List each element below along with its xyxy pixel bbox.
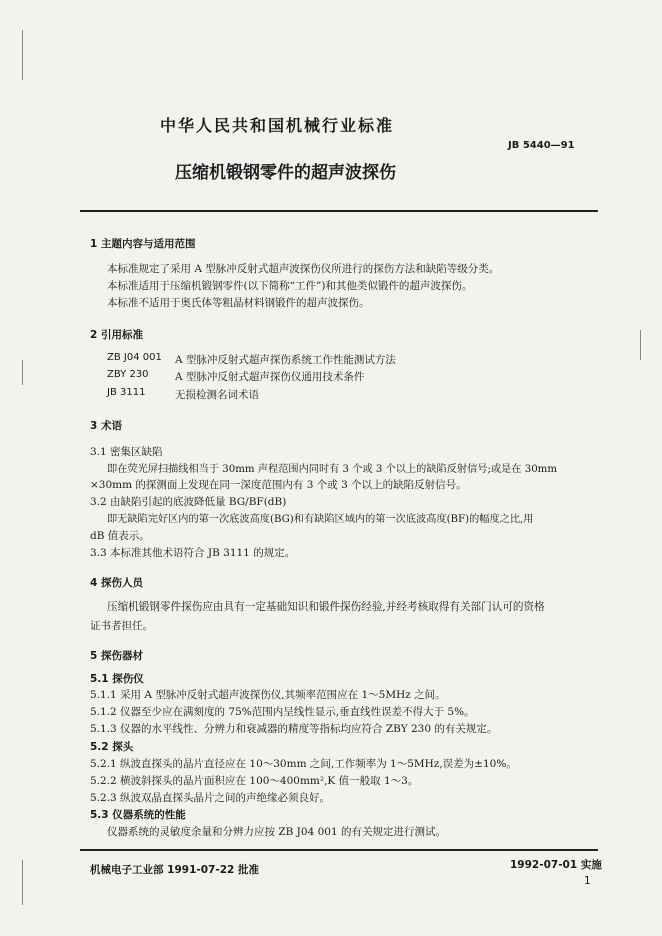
subsection-heading: 5.2 探头 <box>90 741 134 753</box>
paragraph: 本标准规定了采用 A 型脉冲反射式超声波探伤仪所进行的探伤方法和缺陷等级分类。 <box>107 263 500 275</box>
paragraph: 本标准不适用于奥氏体等粗晶材料钢锻件的超声波探伤。 <box>107 297 370 309</box>
left-edge-mark <box>22 860 23 905</box>
subsection-heading: 5.1 探伤仪 <box>90 673 144 685</box>
section-heading: 2 引用标准 <box>90 329 143 341</box>
paragraph: dB 值表示。 <box>90 530 150 542</box>
paragraph: 仪器系统的灵敏度余量和分辨力应按 ZB J04 001 的有关规定进行测试。 <box>107 826 446 838</box>
page-number: 1 <box>584 875 591 887</box>
paragraph: 5.1.3 仪器的水平线性、分辨力和衰减器的精度等指标均应符合 ZBY 230 的有关规定。 <box>90 723 498 735</box>
ref-name: A 型脉冲反射式超声探伤系统工作性能测试方法 <box>175 354 396 366</box>
section-heading: 4 探伤人员 <box>90 577 143 589</box>
left-edge-mark <box>22 30 23 80</box>
ref-name: 无损检测名词术语 <box>175 389 259 401</box>
header-divider <box>80 210 598 212</box>
section-heading: 5 探伤器材 <box>90 650 143 662</box>
paragraph: 证书者担任。 <box>90 620 153 632</box>
paragraph: 5.2.2 横波斜探头的晶片面积应在 100～400mm²,K 值一般取 1～3。 <box>90 775 419 787</box>
section-heading: 3 术语 <box>90 420 122 432</box>
right-edge-mark <box>640 330 641 360</box>
paragraph: 压缩机锻钢零件探伤应由具有一定基础知识和锻件探伤经验,并经考核取得有关部门认可的资格 <box>107 601 545 613</box>
paragraph: 5.1.2 仪器至少应在满刻度的 75%范围内呈线性显示,垂直线性误差不得大于 5%。 <box>90 706 475 718</box>
subsection-heading: 5.3 仪器系统的性能 <box>90 809 186 821</box>
standard-org: 中华人民共和国机械行业标准 <box>160 116 395 135</box>
paragraph: 5.2.3 纵波双晶直探头晶片之间的声绝缘必须良好。 <box>90 792 331 804</box>
paragraph: ×30mm 的探测面上发现在同一深度范围内有 3 个或 3 个以上的缺陷反射信号。 <box>90 479 467 491</box>
ref-code: JB 3111 <box>107 387 146 398</box>
section-heading: 1 主题内容与适用范围 <box>90 238 196 250</box>
standard-number: JB 5440—91 <box>508 140 575 151</box>
paragraph: 本标准适用于压缩机锻钢零件(以下简称“工件”)和其他类似锻件的超声波探伤。 <box>107 280 473 292</box>
ref-code: ZB J04 001 <box>107 352 162 363</box>
paragraph: 3.3 本标准其他术语符合 JB 3111 的规定。 <box>90 547 296 559</box>
term-heading: 3.2 由缺陷引起的底波降低量 BG/BF(dB) <box>90 496 287 508</box>
paragraph: 5.2.1 纵波直探头的晶片直径应在 10～30mm 之间,工作频率为 1～5MHz,误差为±10%。 <box>90 758 517 770</box>
ref-code: ZBY 230 <box>107 369 149 380</box>
term-heading: 3.1 密集区缺陷 <box>90 446 163 458</box>
footer-divider <box>80 849 598 851</box>
left-edge-mark <box>22 360 23 385</box>
page-title: 压缩机锻钢零件的超声波探伤 <box>175 163 396 183</box>
paragraph: 即在荧光屏扫描线相当于 30mm 声程范围内同时有 3 个或 3 个以上的缺陷反射信号;或是在 30mm <box>107 464 558 475</box>
ref-name: A 型脉冲反射式超声探伤仪通用技术条件 <box>175 371 365 383</box>
implementation-date: 1992-07-01 实施 <box>510 859 602 871</box>
approval-note: 机械电子工业部 1991-07-22 批准 <box>90 864 259 876</box>
paragraph: 5.1.1 采用 A 型脉冲反射式超声波探伤仪,其频率范围应在 1～5MHz 之间。 <box>90 689 446 701</box>
paragraph: 即无缺陷完好区内的第一次底波高度(BG)和有缺陷区域内的第一次底波高度(BF)的幅度之比,用 <box>107 514 534 525</box>
